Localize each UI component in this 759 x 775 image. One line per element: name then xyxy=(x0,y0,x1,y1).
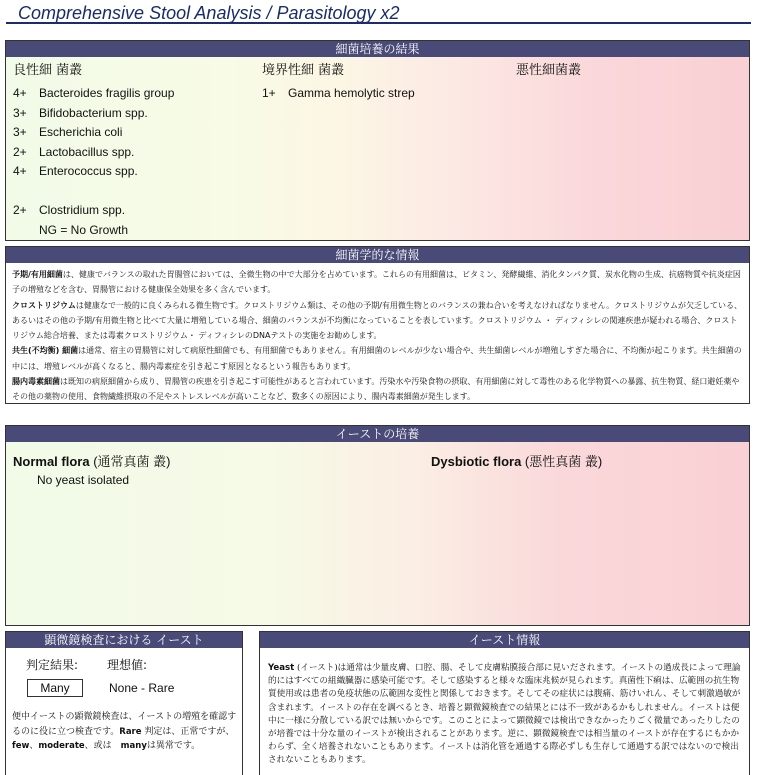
beneficial-row xyxy=(13,182,174,202)
beneficial-quantity: 2+ xyxy=(13,203,27,217)
beneficial-row xyxy=(13,143,174,163)
info-paragraph xyxy=(12,374,743,404)
dysbiotic-flora-column xyxy=(516,59,581,84)
dysbiotic-yeast-heading xyxy=(431,451,602,470)
normal-flora-heading xyxy=(13,451,170,470)
imbalance-organism: Gamma hemolytic strep xyxy=(288,86,415,100)
info-paragraph-term: 共生(不均衡) 細菌 xyxy=(12,346,79,356)
bacteriology-info-header: 細菌学的な情報 xyxy=(6,247,749,263)
desc-rare: Rare xyxy=(119,726,142,737)
beneficial-organism: NG = No Growth xyxy=(39,222,129,237)
bacteria-culture-panel xyxy=(5,40,750,241)
microscopic-yeast-panel xyxy=(5,631,243,775)
microscopic-yeast-header: 顕微鏡検査における イースト xyxy=(6,632,242,648)
info-paragraph xyxy=(12,267,743,298)
beneficial-flora-list xyxy=(13,84,174,240)
beneficial-organism: Bifidobacterium spp. xyxy=(39,105,148,120)
beneficial-organism: Escherichia coli xyxy=(39,125,123,139)
yeast-info-header: イースト情報 xyxy=(260,632,749,648)
imbalance-flora-column xyxy=(262,59,415,104)
yeast-culture-header: イーストの培養 xyxy=(6,426,749,442)
beneficial-organism: Bacteroides fragilis group xyxy=(39,86,175,100)
bacteriology-info-panel xyxy=(5,246,750,404)
beneficial-quantity: 3+ xyxy=(13,125,27,139)
desc-few: few xyxy=(12,741,30,751)
imbalance-flora-heading: 境界性細 菌叢 xyxy=(262,63,345,78)
result-value-box: Many xyxy=(27,679,83,697)
info-paragraph xyxy=(12,298,743,344)
dysbiotic-yeast-label: Dysbiotic flora xyxy=(431,454,522,469)
normal-flora-label: Normal flora xyxy=(13,454,90,469)
beneficial-row xyxy=(13,123,174,143)
desc-part-e: は異常です。 xyxy=(146,741,201,751)
beneficial-row xyxy=(13,201,174,221)
desc-part-c: 、 xyxy=(29,741,39,751)
bacteriology-info-text xyxy=(6,263,749,404)
yeast-culture-panel xyxy=(5,425,750,626)
dysbiotic-flora-heading: 悪性細菌叢 xyxy=(516,63,582,78)
normal-flora-jp: (通常真菌 叢) xyxy=(93,454,171,469)
ideal-label: 理想値: xyxy=(107,658,148,672)
info-paragraph-term: 腸内毒素細菌 xyxy=(12,377,60,387)
beneficial-row xyxy=(13,104,174,124)
yeast-culture-result: No yeast isolated xyxy=(37,473,130,487)
yeast-info-body: (イースト)は通常は少量皮膚、口腔、腸、そして皮膚粘膜接合部に見いだされます。イーストの過成長によって理論的にはすべての組織臓器に感染可能です。そして感染すると様々な臨床兆候が見られます。真菌性下痢は、広範囲の抗生物質使用或は患者の免疫状態の広範囲な変性と関係しておきます。そしてその症状には腹痛、筋けいれん、そして刺激過敏が含まれます。イーストの存在を調べるとき、培養と顕微鏡検査での結果とには不一致があるかもしれません。イーストは便中に一様に分散している訳では無いからです。このことによって顕微鏡では検出できなかったりごく微量であったりしたのが培養では十分な量のイーストが検出されることがあります。逆に、顕微鏡検査では相当量のイーストが存在するにもかかわらず、全く培養されないこともあります。イーストは消化管を通過する際必ずしも生存して通過する訳ではないので検出されないこともあります。 xyxy=(268,663,741,766)
info-paragraph-term: クロストリジウム xyxy=(12,300,76,310)
ideal-value: None - Rare xyxy=(109,681,175,695)
beneficial-row xyxy=(13,162,174,182)
beneficial-row xyxy=(13,221,174,241)
bacteria-culture-header: 細菌培養の結果 xyxy=(6,41,749,57)
beneficial-flora-column xyxy=(13,59,174,240)
result-label: 判定結果: xyxy=(26,658,79,672)
beneficial-row xyxy=(13,84,174,104)
desc-part-b: 判定は、正常ですが、 xyxy=(141,726,235,737)
beneficial-organism: Enterococcus spp. xyxy=(39,164,138,178)
desc-moderate: moderate xyxy=(38,741,85,751)
beneficial-quantity: 3+ xyxy=(13,105,27,120)
beneficial-quantity: 4+ xyxy=(13,86,27,100)
dysbiotic-yeast-jp: (悪性真菌 叢) xyxy=(524,454,603,469)
info-paragraph-term: 予期/有用細菌 xyxy=(12,270,63,279)
beneficial-quantity: 4+ xyxy=(13,164,27,178)
beneficial-organism: Clostridium spp. xyxy=(39,203,126,217)
report-title: Comprehensive Stool Analysis / Parasitology x2 xyxy=(6,2,751,24)
yeast-info-text xyxy=(260,648,749,768)
info-paragraph xyxy=(12,343,743,374)
desc-part-a: 便中イーストの顕微鏡検査は、イーストの増殖を確認するのに役に立つ検査です。 xyxy=(12,712,237,737)
beneficial-flora-heading: 良性細 菌叢 xyxy=(13,63,83,78)
imbalance-row xyxy=(262,84,415,104)
microscopy-description xyxy=(12,710,238,754)
info-paragraph-text: は、健康でバランスの取れた胃腸管においては、全微生物の中で大部分を占めています。これらの有用細菌は、ビタミン、発酵繊維、消化タンパク質、炭水化物の生成、抗癌物質や抗炎症因子の増殖などを含む、胃腸管における健康保全効果を多く含んでいます。 xyxy=(12,270,741,295)
info-paragraph-text: は通常、宿主の胃腸管に対して病原性細菌でも、有用細菌でもありません。有用細菌のレベルが少ない場合や、共生細菌レベルが増殖しすぎた場合に、不均衡が起こります。共生細菌の中には、増殖レベルが高くなると、腸内毒素症を引き起こす原因となるという報告もあります。 xyxy=(12,346,742,371)
beneficial-quantity: 2+ xyxy=(13,144,27,159)
yeast-info-panel xyxy=(259,631,750,775)
yeast-info-bold: Yeast xyxy=(268,663,295,673)
beneficial-organism: Lactobacillus spp. xyxy=(39,144,135,159)
desc-part-d: 、或は xyxy=(84,741,121,751)
imbalance-flora-list xyxy=(262,84,415,104)
desc-many: many xyxy=(120,741,147,751)
info-paragraph-text: は既知の病原細菌から成り、胃腸管の疾患を引き起こす可能性があると言われています。汚染水や汚染食物の摂取、有用細菌に対して毒性のある化学物質への暴露、抗生物質、経口避妊薬やその他の薬物の使用、食物繊維摂取の不足やストレスレベルが高いことなど、数多くの原因により、腸内毒素細菌が発生します。 xyxy=(12,377,740,402)
info-paragraph-text: は健康なで一般的に良くみられる微生物です。クロストリジウム類は、その他の予期/有用微生物とのバランスの兼ね合いを考えなければなりません。クロストリジウムが欠乏している、あるいはその他の予期/有用微生物と比べて大量に増殖している場合、細菌のバランスが不均衡になっていることを表しています。クロストリジウム ・ ディフィシレの関連疾患が疑われる場合、クロストリジウム総合培養、または毒素クロストリジウム・ ディフィシレのDNAテストの実施をお勧めします。 xyxy=(12,300,743,341)
imbalance-quantity: 1+ xyxy=(262,86,276,100)
